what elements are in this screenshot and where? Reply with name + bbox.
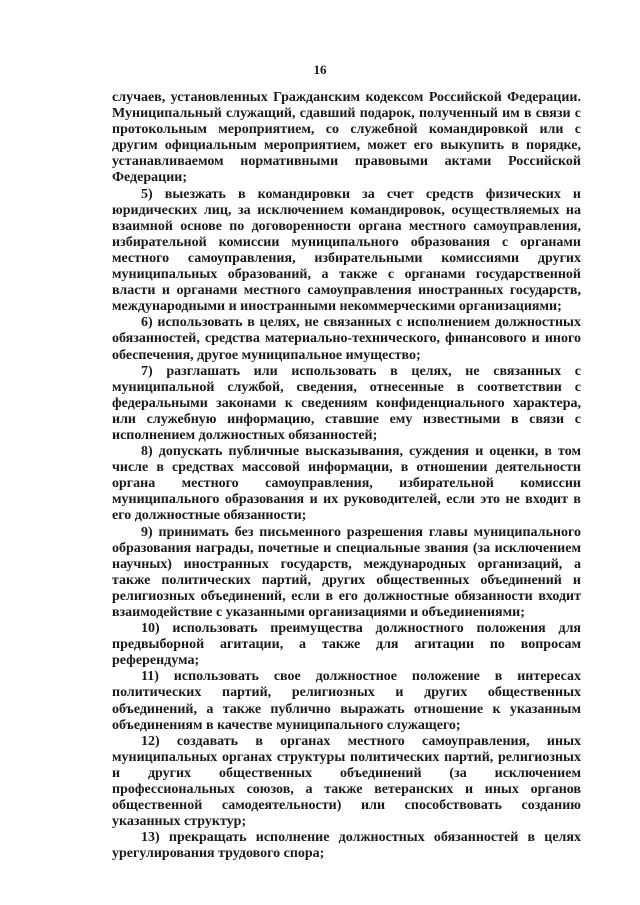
paragraph: 7) разглашать или использовать в целях, не связанных с муниципальной службой, сведения, отнесенные в соответствии с федеральными законами к сведениям конфиденциального характера, или служебную информацию, ставшие ему известными в связи с исполнением должностных обязанностей;: [112, 363, 581, 443]
paragraph: 10) использовать преимущества должностного положения для предвыборной агитации, а также для агитации по вопросам референдума;: [112, 621, 581, 669]
paragraph: 6) использовать в целях, не связанных с исполнением должностных обязанностей, средства материально-технического, финансового и иного обеспечения, другое муниципальное имущество;: [112, 315, 581, 363]
paragraph: 5) выезжать в командировки за счет средств физических и юридических лиц, за исключением командировок, осуществляемых на взаимной основе по договоренности органа местного самоуправления, избирательной комиссии муниципального образования с органами местного самоуправления, избирательными комиссиями других муниципальных образований, а также с органами государственной власти и органами местного самоуправления иностранных государств, международными и иностранными некоммерческими организациями;: [112, 186, 581, 315]
paragraph: случаев, установленных Гражданским кодексом Российской Федерации. Муниципальный служащий, сдавший подарок, полученный им в связи с протокольным мероприятием, со служебной командировкой или с другим официальным мероприятием, может его выкупить в порядке, устанавливаемом нормативными правовыми актами Российской Федерации;: [112, 90, 581, 186]
paragraph: 9) принимать без письменного разрешения главы муниципального образования награды, почетные и специальные звания (за исключением научных) иностранных государств, международных организаций, а также политических партий, других общественных объединений и религиозных объединений, если в его должностные обязанности входит взаимодействие с указанными организациями и объединениями;: [112, 524, 581, 620]
document-text: [112, 90, 581, 863]
paragraph: 8) допускать публичные высказывания, суждения и оценки, в том числе в средствах массовой информации, в отношении деятельности органа местного самоуправления, избирательной комиссии муниципального образования и их руководителей, если это не входит в его должностные обязанности;: [112, 444, 581, 524]
paragraph: 12) создавать в органах местного самоуправления, иных муниципальных органах структуры политических партий, религиозных и других общественных объединений (за исключением профессиональных союзов, а также ветеранских и иных органов общественной самодеятельности) или способствовать созданию указанных структур;: [112, 733, 581, 830]
paragraph: 13) прекращать исполнение должностных обязанностей в целях урегулирования трудового спора;: [112, 830, 581, 862]
paragraph: 11) использовать свое должностное положение в интересах политических партий, религиозных и других общественных объединений, а также публично выражать отношение к указанным объединениям в качестве муниципального служащего;: [112, 669, 581, 733]
page-number: 16: [313, 62, 327, 77]
